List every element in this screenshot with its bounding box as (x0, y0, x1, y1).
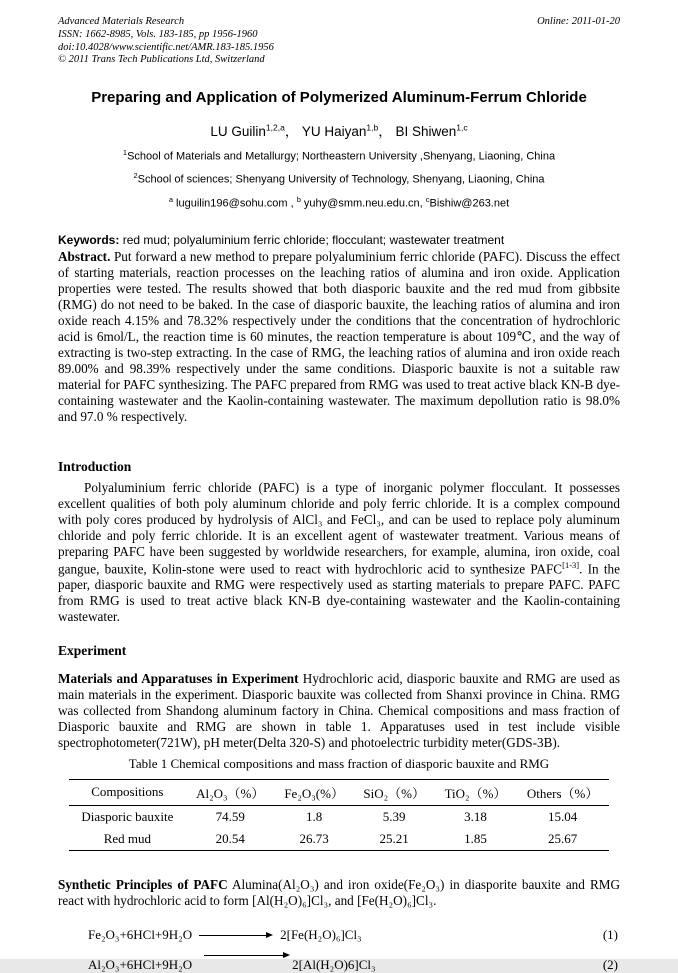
materials-paragraph (58, 671, 620, 751)
introduction-text-cont: . In the paper, diasporic bauxite and RMG were respectively used as starting materials to prepare PAFC. PAFC from RMG is used to treat active black KN-B dye-containing wastewater and the Kaolin-containing wastewater. (58, 561, 620, 624)
abstract-text: Put forward a new method to prepare polyaluminium ferric chloride (PAFC). Discuss the effect of starting materials, reaction processes on the leaching ratios of alumina and iron oxide. Application properties were tested. The results showed that both diasporic bauxite and the red mud from gibbsite (RMG) do not need to be baked. In the case of diasporic bauxite, the leaching ratios of alumina and iron oxide reach 4.15% and 78.32% respectively under the conditions that the concentration of hydrochloric acid is 6mol/L, the reaction time is 60 minutes, the reaction temperature is about 109℃, and the way of extracting is two-step extracting. In the case of RMG, the leaching ratios of alumina and iron oxide reach 89.00% and 98.39% respectively under the same conditions. Diasporic bauxite is not a suitable raw material for PAFC synthesizing. The PAFC prepared from RMG was used to treat active black KN-B dye-containing wastewater and the Kaolin-containing wastewater. The maximum depollution ratio is 98.0% and 97.0 % respectively. (58, 249, 620, 424)
table-header (69, 779, 609, 805)
journal-name: Advanced Materials Research (58, 16, 185, 27)
equation-number: (2) (602, 956, 618, 972)
col-header-others: Others（%） (526, 785, 599, 801)
composition-table (69, 779, 609, 851)
affiliation-text: School of sciences; Shenyang University of Technology, Shenyang, Liaoning, China (137, 173, 545, 186)
journal-header-left (58, 16, 274, 67)
equation-rhs: 2[Fe(H₂O)₆]Cl₃ (280, 926, 362, 942)
table-body (69, 805, 609, 850)
keywords-line (58, 233, 620, 248)
row-label: Red mud (103, 830, 152, 846)
author-name: LU Guilin (210, 124, 266, 140)
cell-value: 1.8 (306, 808, 323, 824)
email-line (58, 195, 620, 210)
cell-value: 1.85 (464, 830, 487, 846)
cell-value: 3.18 (464, 808, 487, 824)
author-name: BI Shiwen (395, 124, 457, 140)
table-caption: Table 1 Chemical compositions and mass fraction of diasporic bauxite and RMG (128, 755, 550, 771)
table-header-row (69, 779, 609, 805)
reaction-arrow-icon (204, 950, 290, 959)
col-header-tio2: TiO₂（%） (444, 785, 507, 801)
equation-number: (1) (602, 926, 618, 942)
equation-1 (88, 927, 618, 943)
row-label: Diasporic bauxite (81, 808, 174, 824)
section-heading-introduction: Introduction (58, 458, 132, 474)
synthetic-label: Synthetic Principles of PAFC (58, 876, 228, 892)
reaction-arrow-icon (199, 930, 273, 939)
affiliation-2 (58, 171, 620, 186)
cell-value: 25.67 (547, 830, 578, 846)
equation-2 (88, 957, 618, 973)
abstract-paragraph (58, 249, 620, 425)
author-affil-marker: 1,c (456, 122, 468, 133)
cell-value: 5.39 (382, 808, 406, 824)
introduction-paragraph (58, 480, 620, 625)
author-separator: ， (284, 124, 302, 140)
issn-line: ISSN: 1662-8985, Vols. 183-185, pp 1956-1960 (58, 28, 258, 40)
author-name: YU Haiyan (301, 124, 367, 140)
email-marker: c (425, 194, 430, 204)
col-header-fe2o3: Fe₂O₃(%） (284, 785, 344, 801)
affiliation-1 (58, 148, 620, 163)
copyright-line: © 2011 Trans Tech Publications Ltd, Switzerland (58, 54, 265, 66)
materials-label: Materials and Apparatuses in Experiment (58, 670, 299, 686)
affiliation-marker: 1 (122, 148, 128, 158)
keywords-label: Keywords: (58, 233, 120, 248)
cell-value: 25.21 (379, 830, 409, 846)
materials-text: Hydrochloric acid, diasporic bauxite and RMG are used as main materials in the experiment. Diasporic bauxite was collected from Shanxi province in China. RMG was collected from Shandong aluminum factory in China. Chemical compositions and mass fraction of Diasporic bauxite and RMG are shown in table 1. Apparatuses used in test include visible spectrophotometer(721W), pH meter(Delta 320-S) and photoelectric turbidity meter(GDS-3B). (58, 670, 620, 750)
col-header-al2o3: Al₂O₃（%） (196, 785, 265, 801)
affiliation-marker: 2 (133, 170, 138, 180)
email-address: yuhy@smm.neu.edu.cn, (300, 197, 426, 210)
keywords-text: red mud; polyaluminium ferric chloride; flocculant; wastewater treatment (119, 233, 505, 248)
affiliation-text: School of Materials and Metallurgy; Northeastern University ,Shenyang, Liaoning, China (127, 150, 556, 163)
cell-value: 15.04 (547, 808, 578, 824)
author-line (58, 120, 620, 140)
equation-rhs: 2[Al(H₂O)6]Cl₃ (292, 956, 376, 972)
col-header-compositions: Compositions (91, 784, 164, 800)
online-date: Online: 2011-01-20 (537, 16, 620, 27)
synthetic-paragraph (58, 877, 620, 909)
section-heading-experiment: Experiment (58, 642, 127, 658)
email-marker: a (168, 194, 173, 204)
email-address: Bishiw@263.net (429, 197, 510, 210)
doi-line: doi:10.4028/www.scientific.net/AMR.183-185.1956 (58, 41, 274, 53)
synthetic-text: Alumina(Al₂O₃) and iron oxide(Fe₂O₃) in diasporite bauxite and RMG react with hydrochloric acid to form [Al(H₂O)₆]Cl₃, and [Fe(H₂O)₆]Cl₃. (58, 876, 620, 908)
abstract-label: Abstract. (58, 249, 111, 265)
cell-value: 20.54 (215, 830, 245, 846)
author-affil-marker: 1,b (366, 122, 379, 133)
cell-value: 26.73 (299, 830, 329, 846)
citation-ref: [1-3] (562, 559, 580, 570)
journal-header (58, 16, 620, 67)
introduction-text: Polyaluminium ferric chloride (PAFC) is a type of inorganic polymer flocculant. It possesses excellent qualities of both poly aluminum chloride and poly ferric chloride. It is a complex compound with poly cores produced by hydrolysis of AlCl₃ and FeCl₃, and can be used to replace poly aluminum chloride and poly ferric chloride. It is an excellent agent of wastewater treatment. Various means of preparing PAFC have been suggested by worldwide researchers, for example, alumina, iron oxide, coal gangue, bauxite, Kolin-stone were used to react with hydrochloric acid to synthesize PAFC (58, 479, 620, 577)
table-row (69, 828, 609, 851)
equation-lhs: Fe₂O₃+6HCl+9H₂O (88, 926, 193, 942)
paper-title: Preparing and Application of Polymerized Aluminum-Ferrum Chloride (91, 89, 587, 107)
author-affil-marker: 1,2,a (265, 122, 285, 133)
cell-value: 74.59 (215, 808, 245, 824)
email-address: luguilin196@sohu.com , (173, 197, 297, 210)
equation-lhs: Al₂O₃+6HCl+9H₂O (88, 956, 193, 972)
table-row (69, 805, 609, 828)
email-marker: b (296, 194, 301, 204)
author-separator: ， (378, 124, 396, 140)
col-header-sio2: SiO₂（%） (363, 785, 425, 801)
